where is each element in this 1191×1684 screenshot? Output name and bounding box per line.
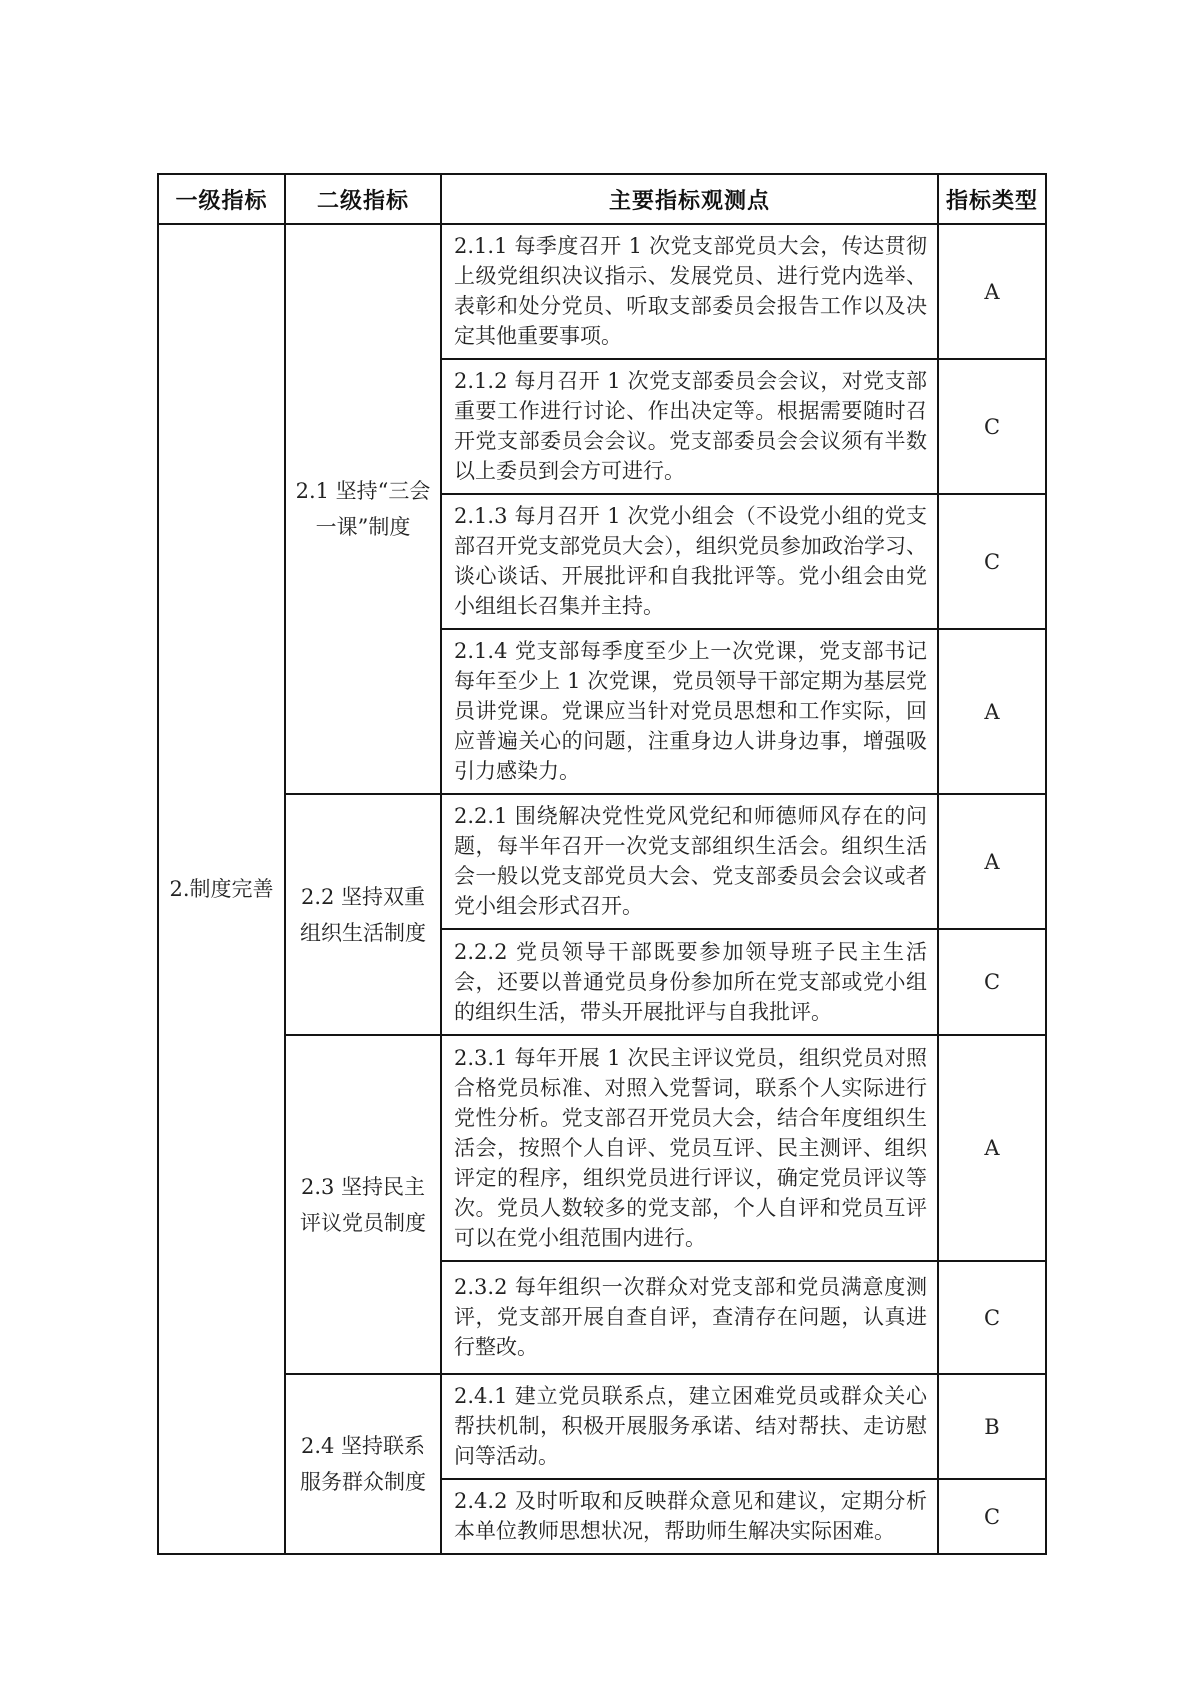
observation-point-cell: 2.3.1 每年开展 1 次民主评议党员，组织党员对照合格党员标准、对照入党誓词，联系个人实际进行党性分析。党支部召开党员大会，结合年度组织生活会，按照个人自评、党员互评、民主测评、组织评定的程序，组织党员进行评议，确定党员评议等次。党员人数较多的党支部，个人自评和党员互评可以在党小组范围内进行。 bbox=[441, 1035, 938, 1261]
indicator-type-cell: C bbox=[938, 359, 1046, 494]
table-row bbox=[158, 1374, 1046, 1479]
indicator-type-cell: C bbox=[938, 1261, 1046, 1374]
level2-indicator-cell: 2.1 坚持“三会一课”制度 bbox=[285, 224, 441, 794]
column-header: 主要指标观测点 bbox=[441, 174, 938, 224]
observation-point-cell: 2.1.4 党支部每季度至少上一次党课，党支部书记每年至少上 1 次党课，党员领导干部定期为基层党员讲党课。党课应当针对党员思想和工作实际，回应普遍关心的问题，注重身边人讲身边事，增强吸引力感染力。 bbox=[441, 629, 938, 794]
table-body bbox=[158, 224, 1046, 1554]
observation-point-cell: 2.4.2 及时听取和反映群众意见和建议，定期分析本单位教师思想状况，帮助师生解决实际困难。 bbox=[441, 1479, 938, 1554]
column-header: 二级指标 bbox=[285, 174, 441, 224]
column-header: 指标类型 bbox=[938, 174, 1046, 224]
indicator-type-cell: A bbox=[938, 794, 1046, 929]
table-row bbox=[158, 794, 1046, 929]
indicator-type-cell: C bbox=[938, 1479, 1046, 1554]
observation-point-cell: 2.3.2 每年组织一次群众对党支部和党员满意度测评，党支部开展自查自评，查清存在问题，认真进行整改。 bbox=[441, 1261, 938, 1374]
indicator-type-cell: A bbox=[938, 1035, 1046, 1261]
indicator-type-cell: A bbox=[938, 224, 1046, 359]
indicator-type-cell: C bbox=[938, 494, 1046, 629]
level2-indicator-cell: 2.4 坚持联系服务群众制度 bbox=[285, 1374, 441, 1554]
column-header: 一级指标 bbox=[158, 174, 285, 224]
observation-point-cell: 2.1.2 每月召开 1 次党支部委员会会议，对党支部重要工作进行讨论、作出决定等。根据需要随时召开党支部委员会会议。党支部委员会会议须有半数以上委员到会方可进行。 bbox=[441, 359, 938, 494]
observation-point-cell: 2.1.1 每季度召开 1 次党支部党员大会，传达贯彻上级党组织决议指示、发展党员、进行党内选举、表彰和处分党员、听取支部委员会报告工作以及决定其他重要事项。 bbox=[441, 224, 938, 359]
level2-indicator-cell: 2.2 坚持双重组织生活制度 bbox=[285, 794, 441, 1035]
indicator-type-cell: B bbox=[938, 1374, 1046, 1479]
observation-point-cell: 2.4.1 建立党员联系点，建立困难党员或群众关心帮扶机制，积极开展服务承诺、结对帮扶、走访慰问等活动。 bbox=[441, 1374, 938, 1479]
table-header bbox=[158, 174, 1046, 224]
indicator-type-cell: C bbox=[938, 929, 1046, 1035]
table-row bbox=[158, 1035, 1046, 1261]
level2-indicator-cell: 2.3 坚持民主评议党员制度 bbox=[285, 1035, 441, 1374]
table-row bbox=[158, 224, 1046, 359]
observation-point-cell: 2.1.3 每月召开 1 次党小组会（不设党小组的党支部召开党支部党员大会），组织党员参加政治学习、谈心谈话、开展批评和自我批评等。党小组会由党小组组长召集并主持。 bbox=[441, 494, 938, 629]
observation-point-cell: 2.2.2 党员领导干部既要参加领导班子民主生活会，还要以普通党员身份参加所在党支部或党小组的组织生活，带头开展批评与自我批评。 bbox=[441, 929, 938, 1035]
level1-indicator-cell: 2.制度完善 bbox=[158, 224, 285, 1554]
header-row bbox=[158, 174, 1046, 224]
indicator-type-cell: A bbox=[938, 629, 1046, 794]
observation-point-cell: 2.2.1 围绕解决党性党风党纪和师德师风存在的问题，每半年召开一次党支部组织生活会。组织生活会一般以党支部党员大会、党支部委员会会议或者党小组会形式召开。 bbox=[441, 794, 938, 929]
indicator-table bbox=[157, 173, 1047, 1555]
